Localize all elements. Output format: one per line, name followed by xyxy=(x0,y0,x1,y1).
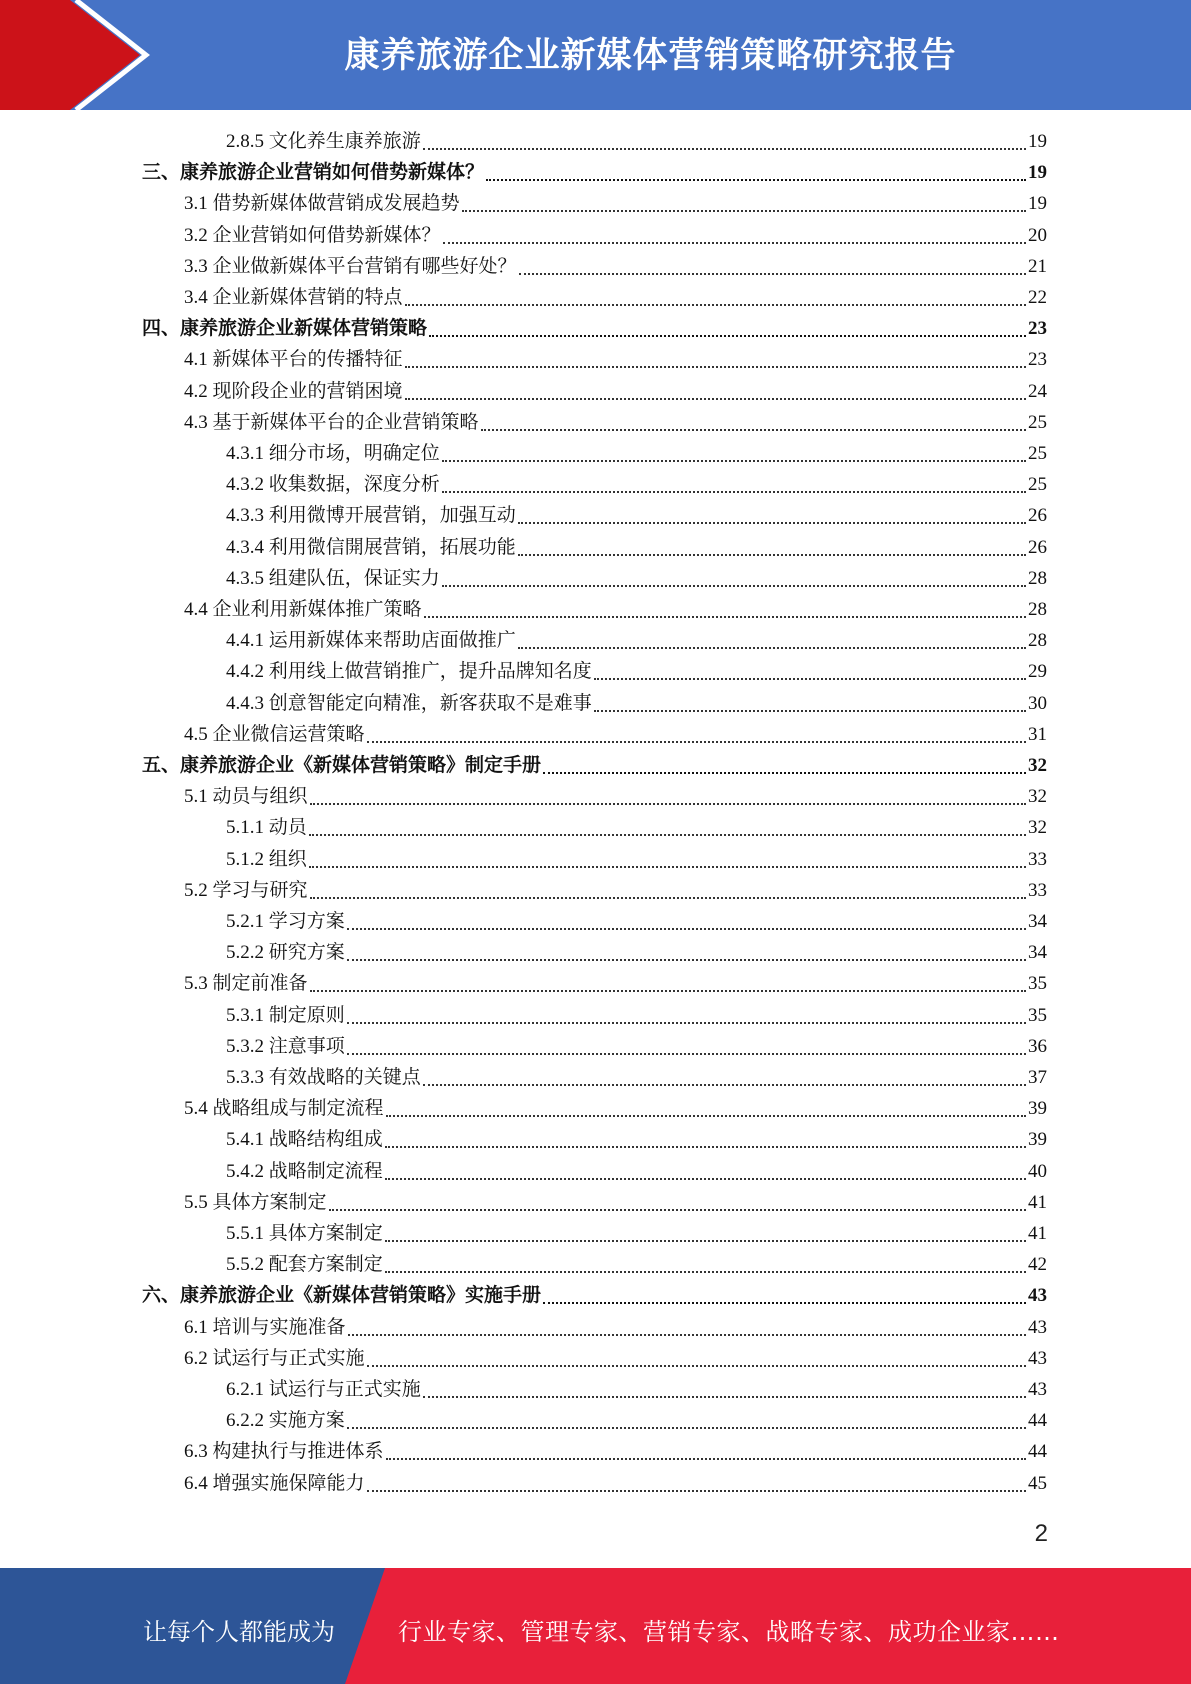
toc-dot-leader xyxy=(385,1239,1026,1242)
toc-entry-label: 5.1 动员与组织 xyxy=(184,786,308,808)
toc-entry-label: 4.5 企业微信运营策略 xyxy=(184,723,365,745)
page-footer xyxy=(0,1568,1191,1684)
toc-entry-page: 19 xyxy=(1028,131,1047,152)
toc-entry-page: 39 xyxy=(1028,1098,1047,1120)
toc-entry-page: 35 xyxy=(1028,973,1047,995)
toc-dot-leader xyxy=(518,521,1026,524)
toc-dot-leader xyxy=(310,989,1026,992)
toc-entry-level-2[interactable] xyxy=(184,1093,1047,1124)
toc-entry-level-2[interactable] xyxy=(184,344,1047,375)
toc-entry-level-2[interactable] xyxy=(184,220,1047,251)
toc-entry-label: 3.3 企业做新媒体平台营销有哪些好处？ xyxy=(184,255,517,277)
toc-entry-level-3[interactable] xyxy=(226,906,1047,937)
toc-entry-label: 5.2 学习与研究 xyxy=(184,879,308,901)
toc-entry-label: 3.4 企业新媒体营销的特点 xyxy=(184,287,403,308)
toc-entry-level-2[interactable] xyxy=(184,594,1047,625)
toc-entry-level-2[interactable] xyxy=(184,1312,1047,1343)
toc-dot-leader xyxy=(347,927,1026,930)
toc-entry-page: 28 xyxy=(1028,599,1047,620)
toc-dot-leader xyxy=(442,584,1026,587)
toc-entry-page: 35 xyxy=(1028,1004,1047,1026)
toc-entry-page: 39 xyxy=(1028,1129,1047,1151)
toc-entry-page: 28 xyxy=(1028,630,1047,652)
toc-entry-label: 五、康养旅游企业《新媒体营销策略》制定手册 xyxy=(142,755,542,776)
toc-dot-leader xyxy=(442,490,1026,493)
toc-entry-label: 3.2 企业营销如何借势新媒体？ xyxy=(184,224,441,246)
toc-entry-page: 26 xyxy=(1028,536,1047,558)
toc-entry-page: 29 xyxy=(1028,661,1047,683)
toc-entry-label: 4.1 新媒体平台的传播特征 xyxy=(184,349,403,371)
toc-dot-leader xyxy=(310,896,1026,899)
toc-entry-label: 3.1 借势新媒体做营销成发展趋势 xyxy=(184,193,460,215)
toc-entry-label: 四、康养旅游企业新媒体营销策略 xyxy=(142,318,428,340)
toc-dot-leader xyxy=(518,646,1026,649)
toc-entry-level-2[interactable] xyxy=(184,1187,1047,1218)
toc-entry-label: 5.1.2 组织 xyxy=(226,848,307,870)
toc-entry-level-2[interactable] xyxy=(184,1343,1047,1374)
toc-entry-level-3[interactable] xyxy=(226,1218,1047,1249)
toc-entry-page: 21 xyxy=(1028,255,1047,277)
toc-entry-label: 三、康养旅游企业营销如何借势新媒体？ xyxy=(142,162,485,184)
toc-entry-label: 5.4.2 战略制定流程 xyxy=(226,1160,383,1182)
toc-entry-page: 45 xyxy=(1028,1472,1047,1494)
toc-entry-page: 25 xyxy=(1028,411,1047,433)
toc-entry-label: 4.4.3 创意智能定向精准，新客获取不是难事 xyxy=(226,692,592,714)
toc-entry-level-3[interactable] xyxy=(226,1000,1047,1031)
toc-entry-level-2[interactable] xyxy=(184,188,1047,219)
toc-entry-label: 六、康养旅游企业《新媒体营销策略》实施手册 xyxy=(142,1285,542,1307)
toc-entry-level-1[interactable] xyxy=(142,1280,1047,1311)
toc-entry-level-3[interactable] xyxy=(226,1156,1047,1187)
toc-entry-label: 5.3.1 制定原则 xyxy=(226,1004,345,1026)
toc-entry-page: 28 xyxy=(1028,567,1047,589)
toc-entry-page: 37 xyxy=(1028,1067,1047,1088)
toc-dot-leader xyxy=(386,1114,1026,1117)
toc-entry-level-3[interactable] xyxy=(226,625,1047,656)
toc-entry-page: 34 xyxy=(1028,942,1047,964)
toc-entry-label: 4.3.1 细分市场，明确定位 xyxy=(226,443,440,464)
toc-entry-label: 4.4.1 运用新媒体来帮助店面做推广 xyxy=(226,630,516,652)
toc-entry-label: 4.3.4 利用微信開展营销，拓展功能 xyxy=(226,536,516,558)
toc-entry-level-2[interactable] xyxy=(184,875,1047,906)
toc-dot-leader xyxy=(405,303,1026,306)
toc-dot-leader xyxy=(347,1052,1026,1055)
toc-entry-page: 32 xyxy=(1028,755,1047,776)
toc-entry-level-3[interactable] xyxy=(226,532,1047,563)
toc-dot-leader xyxy=(462,209,1026,212)
toc-entry-level-3[interactable] xyxy=(226,844,1047,875)
toc-entry-level-3[interactable] xyxy=(226,438,1047,469)
toc-entry-page: 26 xyxy=(1028,505,1047,527)
toc-entry-level-2[interactable] xyxy=(184,781,1047,812)
toc-entry-page: 43 xyxy=(1028,1347,1047,1369)
toc-entry-level-3[interactable] xyxy=(226,656,1047,687)
toc-dot-leader xyxy=(594,709,1026,712)
toc-entry-label: 6.2.1 试运行与正式实施 xyxy=(226,1379,421,1400)
toc-entry-label: 5.5.2 配套方案制定 xyxy=(226,1254,383,1276)
toc-entry-label: 4.4.2 利用线上做营销推广，提升品牌知名度 xyxy=(226,661,592,683)
toc-entry-level-2[interactable] xyxy=(184,1436,1047,1467)
toc-dot-leader xyxy=(386,1457,1026,1460)
toc-entry-page: 25 xyxy=(1028,443,1047,464)
toc-dot-leader xyxy=(518,553,1026,556)
toc-entry-level-3[interactable] xyxy=(226,688,1047,719)
toc-entry-page: 32 xyxy=(1028,786,1047,808)
toc-entry-page: 36 xyxy=(1028,1035,1047,1057)
toc-entry-label: 4.3.5 组建队伍，保证实力 xyxy=(226,567,440,589)
toc-dot-leader xyxy=(424,615,1026,618)
toc-dot-leader xyxy=(519,272,1026,275)
toc-dot-leader xyxy=(543,1301,1026,1304)
toc-dot-leader xyxy=(405,397,1026,400)
toc-dot-leader xyxy=(310,802,1026,805)
toc-dot-leader xyxy=(481,428,1026,431)
toc-entry-label: 6.2.2 实施方案 xyxy=(226,1410,345,1432)
toc-entry-page: 33 xyxy=(1028,879,1047,901)
toc-dot-leader xyxy=(423,147,1026,150)
toc-entry-label: 4.4 企业利用新媒体推广策略 xyxy=(184,599,422,620)
footer-slogan-right: 行业专家、管理专家、营销专家、战略专家、成功企业家…… xyxy=(398,1618,1060,1646)
toc-entry-label: 4.3.3 利用微博开展营销，加强互动 xyxy=(226,505,516,527)
toc-dot-leader xyxy=(442,459,1026,462)
toc-dot-leader xyxy=(329,1208,1026,1211)
toc-entry-page: 44 xyxy=(1028,1410,1047,1432)
toc-entry-label: 4.3.2 收集数据，深度分析 xyxy=(226,474,440,496)
toc-entry-label: 5.4.1 战略结构组成 xyxy=(226,1129,383,1151)
toc-entry-label: 5.2.1 学习方案 xyxy=(226,911,345,932)
toc-dot-leader xyxy=(347,1021,1026,1024)
toc-dot-leader xyxy=(385,1145,1026,1148)
toc-dot-leader xyxy=(309,865,1026,868)
toc-entry-level-2[interactable] xyxy=(184,1468,1047,1499)
toc-dot-leader xyxy=(367,1489,1026,1492)
toc-entry-page: 30 xyxy=(1028,692,1047,714)
toc-entry-label: 5.5.1 具体方案制定 xyxy=(226,1223,383,1244)
toc-entry-level-3[interactable] xyxy=(226,126,1047,157)
toc-dot-leader xyxy=(385,1270,1026,1273)
toc-dot-leader xyxy=(385,1177,1026,1180)
toc-entry-level-3[interactable] xyxy=(226,563,1047,594)
toc-dot-leader xyxy=(543,771,1026,774)
toc-entry-label: 6.3 构建执行与推进体系 xyxy=(184,1441,384,1463)
toc-dot-leader xyxy=(594,677,1026,680)
toc-entry-page: 44 xyxy=(1028,1441,1047,1463)
toc-entry-level-2[interactable] xyxy=(184,719,1047,750)
toc-entry-page: 20 xyxy=(1028,224,1047,246)
toc-dot-leader xyxy=(423,1395,1026,1398)
toc-entry-level-3[interactable] xyxy=(226,1124,1047,1155)
toc-entry-page: 43 xyxy=(1028,1316,1047,1338)
toc-entry-level-3[interactable] xyxy=(226,1374,1047,1405)
toc-entry-label: 6.2 试运行与正式实施 xyxy=(184,1347,365,1369)
toc-entry-label: 4.2 现阶段企业的营销困境 xyxy=(184,380,403,402)
toc-entry-level-3[interactable] xyxy=(226,469,1047,500)
toc-entry-level-1[interactable] xyxy=(142,750,1047,781)
toc-entry-page: 34 xyxy=(1028,911,1047,932)
toc-entry-page: 23 xyxy=(1028,318,1047,340)
toc-entry-label: 5.4 战略组成与制定流程 xyxy=(184,1098,384,1120)
page-number: 2 xyxy=(1034,1520,1048,1547)
toc-entry-label: 5.3.3 有效战略的关键点 xyxy=(226,1067,421,1088)
toc-entry-page: 42 xyxy=(1028,1254,1047,1276)
footer-slogan-left: 让每个人都能成为 xyxy=(143,1618,335,1646)
toc-entry-level-3[interactable] xyxy=(226,812,1047,843)
toc-entry-page: 22 xyxy=(1028,287,1047,308)
toc-entry-level-3[interactable] xyxy=(226,1249,1047,1280)
toc-entry-page: 23 xyxy=(1028,349,1047,371)
toc-dot-leader xyxy=(348,1333,1026,1336)
toc-entry-label: 4.3 基于新媒体平台的企业营销策略 xyxy=(184,411,479,433)
toc-entry-page: 33 xyxy=(1028,848,1047,870)
toc-dot-leader xyxy=(367,740,1026,743)
toc-entry-level-2[interactable] xyxy=(184,282,1047,313)
toc-entry-label: 5.3 制定前准备 xyxy=(184,973,308,995)
toc-entry-page: 43 xyxy=(1028,1379,1047,1400)
toc-entry-page: 41 xyxy=(1028,1191,1047,1213)
toc-dot-leader xyxy=(486,178,1026,181)
toc-entry-page: 25 xyxy=(1028,474,1047,496)
toc-dot-leader xyxy=(405,365,1026,368)
toc-dot-leader xyxy=(367,1364,1026,1367)
toc-entry-level-3[interactable] xyxy=(226,1031,1047,1062)
toc-entry-level-3[interactable] xyxy=(226,500,1047,531)
toc-entry-label: 5.2.2 研究方案 xyxy=(226,942,345,964)
toc-entry-page: 19 xyxy=(1028,193,1047,215)
toc-entry-level-3[interactable] xyxy=(226,937,1047,968)
toc-entry-label: 6.4 增强实施保障能力 xyxy=(184,1472,365,1494)
toc-dot-leader xyxy=(423,1083,1026,1086)
toc-entry-page: 24 xyxy=(1028,380,1047,402)
toc-entry-level-1[interactable] xyxy=(142,313,1047,344)
toc-entry-level-2[interactable] xyxy=(184,251,1047,282)
toc-entry-label: 5.1.1 动员 xyxy=(226,817,307,839)
toc-entry-level-1[interactable] xyxy=(142,157,1047,188)
toc-entry-page: 31 xyxy=(1028,723,1047,745)
toc-entry-page: 40 xyxy=(1028,1160,1047,1182)
toc-dot-leader xyxy=(429,334,1026,337)
report-title: 康养旅游企业新媒体营销策略研究报告 xyxy=(344,36,957,76)
toc-entry-level-2[interactable] xyxy=(184,968,1047,999)
toc-entry-page: 32 xyxy=(1028,817,1047,839)
toc-entry-page: 41 xyxy=(1028,1223,1047,1244)
toc-entry-page: 19 xyxy=(1028,162,1047,184)
toc-entry-page: 43 xyxy=(1028,1285,1047,1307)
page-header xyxy=(0,0,1191,110)
toc-dot-leader xyxy=(347,1426,1026,1429)
toc-entry-label: 5.5 具体方案制定 xyxy=(184,1191,327,1213)
toc-dot-leader xyxy=(347,958,1026,961)
toc-entry-level-3[interactable] xyxy=(226,1405,1047,1436)
toc-entry-label: 2.8.5 文化养生康养旅游 xyxy=(226,131,421,152)
toc-entry-label: 6.1 培训与实施准备 xyxy=(184,1316,346,1338)
toc-entry-level-2[interactable] xyxy=(184,376,1047,407)
toc-entry-level-3[interactable] xyxy=(226,1062,1047,1093)
toc-entry-level-2[interactable] xyxy=(184,407,1047,438)
toc-entry-label: 5.3.2 注意事项 xyxy=(226,1035,345,1057)
toc-dot-leader xyxy=(309,833,1026,836)
toc-dot-leader xyxy=(443,241,1026,244)
